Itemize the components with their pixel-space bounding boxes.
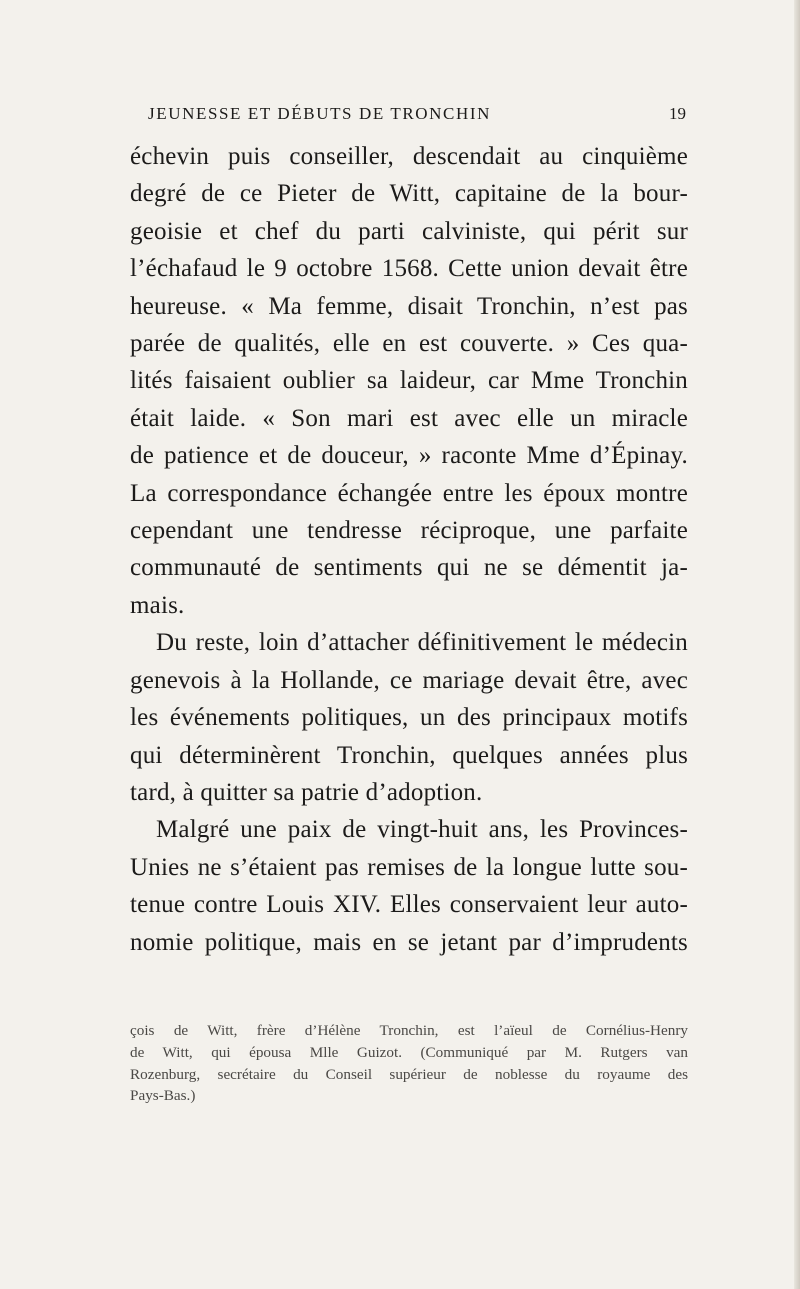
footnote-line: Rozenburg, secrétaire du Conseil supérieur de noblesse du royaume des	[130, 1065, 688, 1083]
text-line: cependant une tendresse réciproque, une parfaite	[130, 517, 688, 545]
text-line: Unies ne s’étaient pas remises de la longue lutte sou-	[130, 853, 688, 881]
text-line: genevois à la Hollande, ce mariage devait être, avec	[130, 666, 688, 694]
text-line: les événements politiques, un des principaux motifs	[130, 704, 688, 732]
body-text	[130, 138, 688, 961]
footnote-line: Pays-Bas.)	[130, 1087, 196, 1105]
footnote-line: çois de Witt, frère d’Hélène Tronchin, est l’aïeul de Cornélius-Henry	[130, 1022, 688, 1039]
text-line: heureuse. « Ma femme, disait Tronchin, n’est pas	[130, 292, 688, 320]
text-line: échevin puis conseiller, descendait au cinquième	[130, 143, 688, 170]
text-line: parée de qualités, elle en est couverte. » Ces qua-	[130, 330, 688, 358]
text-line: Malgré une paix de vingt-huit ans, les Provinces-	[156, 816, 688, 844]
text-line: de patience et de douceur, » raconte Mme d’Épinay.	[130, 442, 688, 470]
page-number: 19	[669, 104, 686, 123]
text-line: nomie politique, mais en se jetant par d’imprudents	[130, 928, 688, 956]
page-header	[148, 104, 686, 130]
text-line: l’échafaud le 9 octobre 1568. Cette union devait être	[130, 255, 688, 283]
text-line: tenue contre Louis XIV. Elles conservaient leur auto-	[130, 891, 688, 919]
text-line: était laide. « Son mari est avec elle un miracle	[130, 404, 688, 432]
page-edge	[794, 0, 800, 1289]
text-line: degré de ce Pieter de Witt, capitaine de la bour-	[130, 180, 688, 208]
text-line: tard, à quitter sa patrie d’adoption.	[130, 778, 483, 806]
footnote	[130, 1020, 688, 1107]
text-line: qui déterminèrent Tronchin, quelques années plus	[130, 741, 688, 769]
text-line: Du reste, loin d’attacher définitivement le médecin	[156, 629, 688, 657]
text-line: La correspondance échangée entre les époux montre	[130, 479, 688, 507]
text-line: lités faisaient oublier sa laideur, car Mme Tronchin	[130, 367, 688, 395]
running-title: JEUNESSE ET DÉBUTS DE TRONCHIN	[148, 104, 491, 123]
text-line: geoisie et chef du parti calviniste, qui périt sur	[130, 217, 688, 245]
footnote-line: de Witt, qui épousa Mlle Guizot. (Communiqué par M. Rutgers van	[130, 1043, 688, 1061]
text-line: communauté de sentiments qui ne se démentit ja-	[130, 554, 688, 582]
text-line: mais.	[130, 591, 185, 619]
